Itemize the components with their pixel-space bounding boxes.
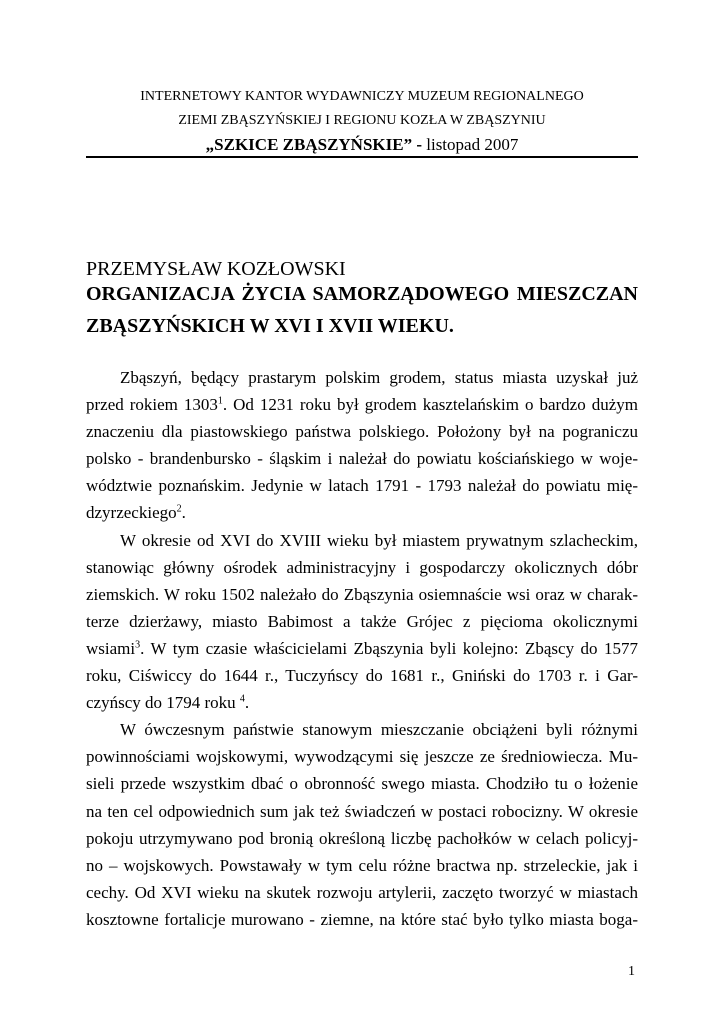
- article-title: [86, 278, 638, 342]
- issue-date: listopad 2007: [422, 135, 519, 154]
- body-line: wództwie poznańskim. Jedynie w latach 1791 - 1793 należał do powiatu mię-: [86, 476, 638, 496]
- title-line-1: ORGANIZACJA ŻYCIA SAMORZĄDOWEGO MIESZCZAN: [86, 283, 638, 305]
- body-line: stanowiąc główny ośrodek administracyjny i gospodarczy okolicznych dóbr: [86, 557, 638, 577]
- body-line: sieli przede wszystkim dbać o obronność swego miasta. Chodziło tu o łożenie: [86, 774, 638, 794]
- body-line: polsko - brandenbursko - śląskim i należał do powiatu kościańskiego w woje-: [86, 449, 638, 469]
- footnote-ref: 2: [176, 503, 182, 515]
- body-line: powinnościami wojskowymi, wywodzącymi się jeszcze ze średniowiecza. Mu-: [86, 747, 638, 767]
- article-author: PRZEMYSŁAW KOZŁOWSKI: [86, 258, 346, 280]
- body-line: wsiami$^3$. W tym czasie właścicielami Zbąszynia byli kolejno: Zbąscy do 1577: [86, 638, 638, 658]
- publisher-line-1: INTERNETOWY KANTOR WYDAWNICZY MUZEUM REGIONALNEGO: [140, 89, 584, 104]
- body-line: terze dzierżawy, miasto Babimost a także Grójec z pięcioma okolicznymi: [86, 611, 638, 631]
- publisher-line-2: ZIEMI ZBĄSZYŃSKIEJ I REGIONU KOZŁA W ZBĄSZYNIU: [178, 113, 546, 128]
- body-line: cechy. Od XVI wieku na skutek rozwoju artylerii, zaczęto tworzyć w miastach: [86, 882, 638, 902]
- footnote-ref: 3: [135, 639, 141, 651]
- title-line-2: ZBĄSZYŃSKICH W XVI I XVII WIEKU.: [86, 315, 454, 337]
- body-line: przed rokiem 1303$^1$. Od 1231 roku był grodem kasztelańskim o bardzo dużym: [86, 395, 638, 415]
- page-number: 1: [628, 964, 635, 979]
- series-line: [86, 135, 638, 155]
- footnote-ref: 1: [217, 395, 223, 407]
- body-line: no – wojskowych. Powstawały w tym celu różne bractwa np. strzeleckie, jak i: [86, 855, 638, 875]
- body-line: znaczeniu dla piastowskiego państwa polskiego. Położony był na pograniczu: [86, 422, 638, 442]
- footnote-ref: 4: [239, 693, 245, 705]
- body-line: na ten cel odpowiednich sum jak też świadczeń w postaci robocizny. W okresie: [86, 801, 638, 821]
- body-line: dzyrzeckiego$^2$.: [86, 503, 186, 523]
- article-body: [86, 364, 638, 933]
- body-line: W ówczesnym państwie stanowym mieszczanie obciążeni byli różnymi: [120, 720, 638, 740]
- body-line: Zbąszyń, będący prastarym polskim grodem, status miasta uzyskał już: [120, 368, 638, 387]
- body-line: czyńscy do 1794 roku $^4$.: [86, 693, 250, 713]
- body-line: W okresie od XVI do XVIII wieku był miastem prywatnym szlacheckim,: [120, 530, 638, 550]
- series-title: „SZKICE ZBĄSZYŃSKIE” -: [205, 135, 422, 154]
- body-line: ziemskich. W roku 1502 należało do Zbąszynia osiemnaście wsi oraz w charak-: [86, 584, 638, 604]
- body-line: pokoju utrzymywano pod bronią określoną liczbę pachołków w celach policyj-: [86, 828, 638, 848]
- header-rule: [86, 156, 638, 158]
- body-line: kosztowne fortalicje murowano - ziemne, na które stać było tylko miasta boga-: [86, 909, 638, 929]
- body-line: roku, Ciświccy do 1644 r., Tuczyńscy do 1681 r., Gniński do 1703 r. i Gar-: [86, 666, 638, 686]
